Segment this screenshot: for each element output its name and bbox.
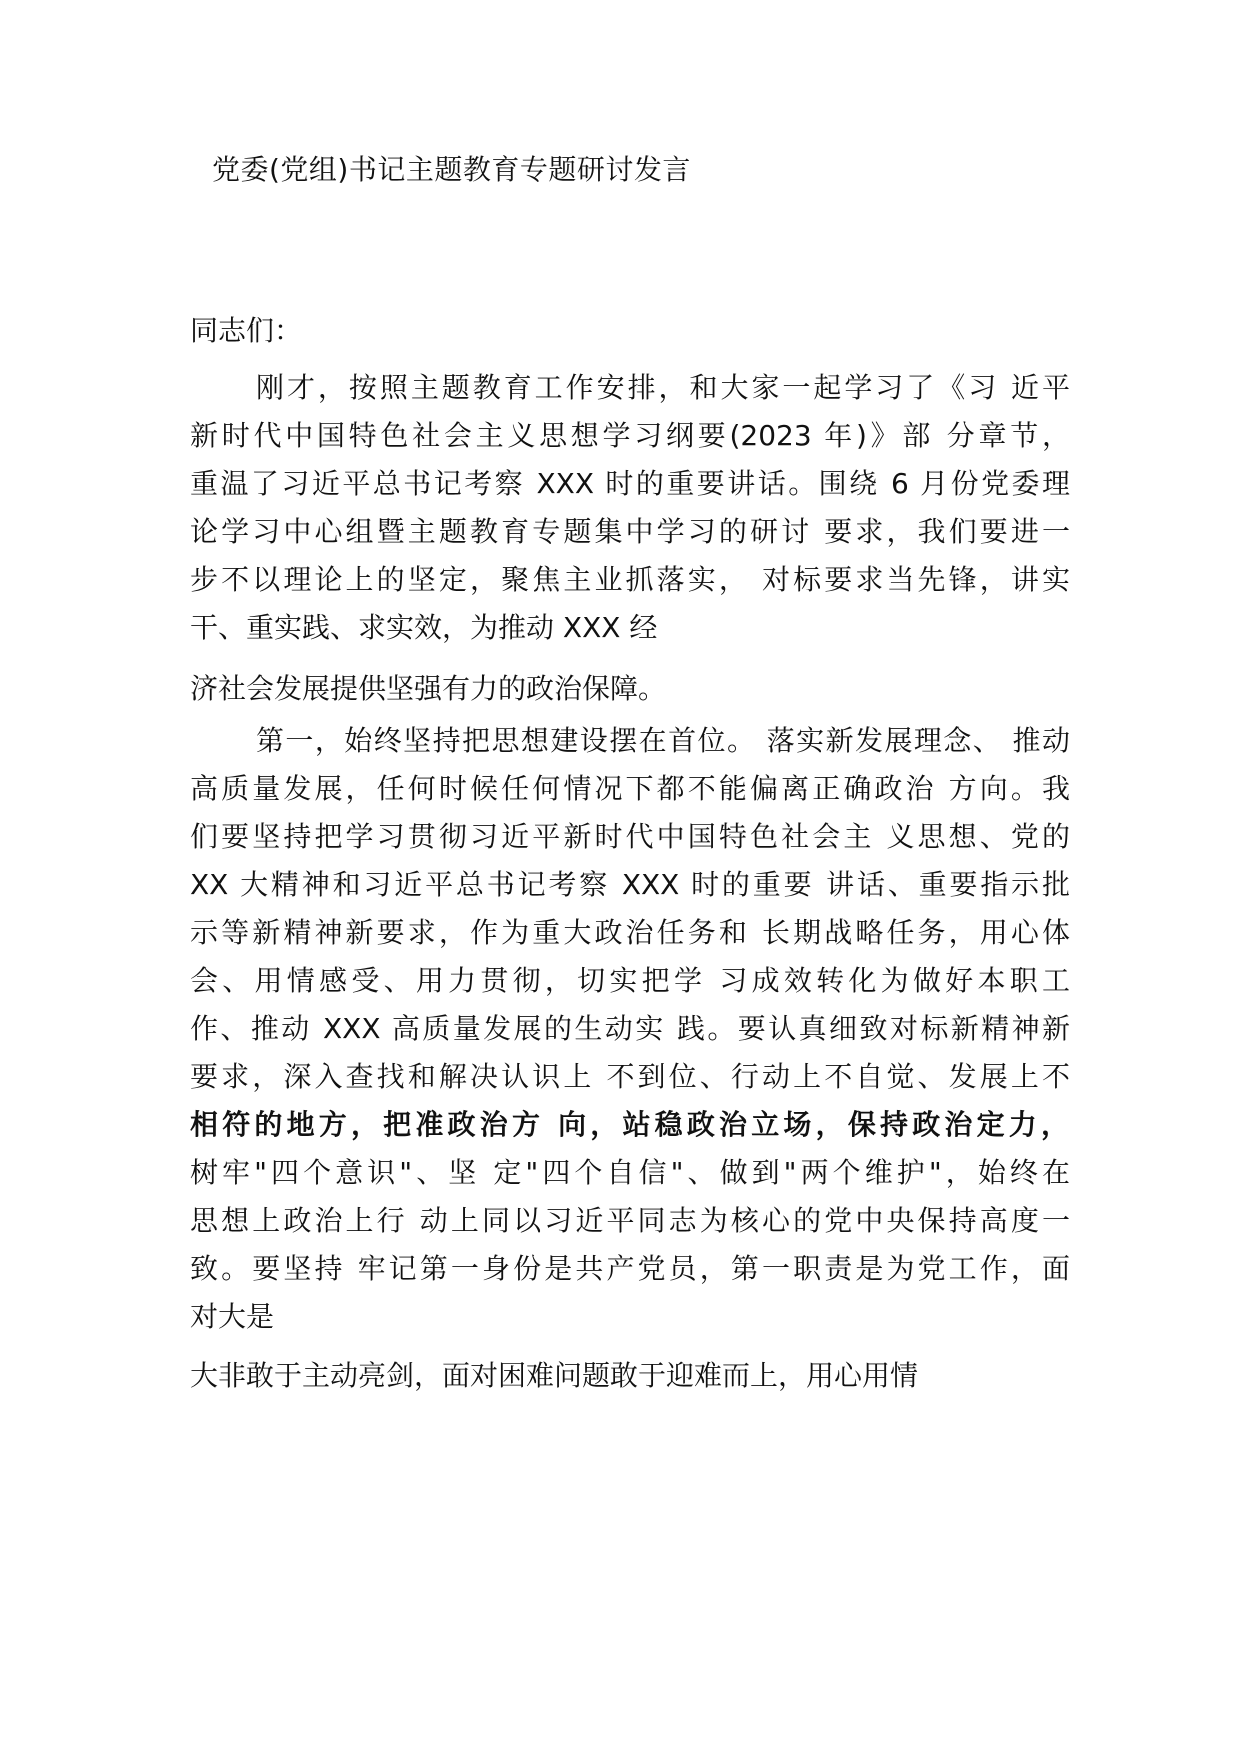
paragraph-line: 作、推动 XXX 高质量发展的生动实 践。要认真细致对标新精神新	[190, 1012, 1070, 1045]
paragraph-line: 干、重实践、求实效，为推动 XXX 经	[190, 611, 658, 644]
paragraph-line: 会、用情感受、用力贯彻，切实把学 习成效转化为做好本职工	[190, 964, 1070, 997]
paragraph-line: 论学习中心组暨主题教育专题集中学习的研讨 要求，我们要进一	[190, 515, 1070, 548]
paragraph-line: 高质量发展，任何时候任何情况下都不能偏离正确政治 方向。我	[190, 772, 1070, 805]
paragraph-line: 济社会发展提供坚强有力的政治保障。	[190, 672, 667, 705]
paragraph-line: 示等新精神新要求，作为重大政治任务和 长期战略任务，用心体	[190, 916, 1070, 949]
paragraph-intro	[190, 364, 1070, 652]
paragraph-line: 大非敢于主动亮剑，面对困难问题敢于迎难而上，用心用情	[190, 1359, 919, 1392]
paragraph-line: 们要坚持把学习贯彻习近平新时代中国特色社会主 义思想、党的	[190, 820, 1070, 853]
paragraph-line: 刚才，按照主题教育工作安排，和大家一起学习了《习 近平	[256, 371, 1070, 404]
paragraph-line: 新时代中国特色社会主义思想学习纲要(2023 年)》部 分章节，	[190, 419, 1070, 452]
paragraph-line: 思想上政治上行 动上同以习近平同志为核心的党中央保持高度一	[190, 1204, 1070, 1237]
paragraph-line: 相符的地方，把准政治方 向，站稳政治立场，保持政治定力，	[190, 1108, 1070, 1141]
paragraph-line: 步不以理论上的坚定，聚焦主业抓落实， 对标要求当先锋，讲实	[190, 563, 1070, 596]
document-title: 党委(党组)书记主题教育专题研讨发言	[212, 153, 691, 186]
paragraph-line: 要求，深入查找和解决认识上 不到位、行动上不自觉、发展上不	[190, 1060, 1070, 1093]
paragraph-line: 第一，始终坚持把思想建设摆在首位。 落实新发展理念、 推动	[256, 724, 1070, 757]
paragraph-line: 致。要坚持 牢记第一身份是共产党员，第一职责是为党工作，面	[190, 1252, 1070, 1285]
paragraph-point-one	[190, 717, 1070, 1341]
paragraph-line: 树牢"四个意识"、坚 定"四个自信"、做到"两个维护"，始终在	[190, 1156, 1070, 1189]
paragraph-line: 对大是	[190, 1300, 275, 1333]
paragraph-point-one-continued	[190, 1352, 1070, 1400]
greeting: 同志们：	[190, 314, 303, 347]
paragraph-intro-continued	[190, 665, 1070, 713]
paragraph-line: XX 大精神和习近平总书记考察 XXX 时的重要 讲话、重要指示批	[190, 868, 1070, 901]
paragraph-line: 重温了习近平总书记考察 XXX 时的重要讲话。围绕 6 月份党委理	[190, 467, 1070, 500]
